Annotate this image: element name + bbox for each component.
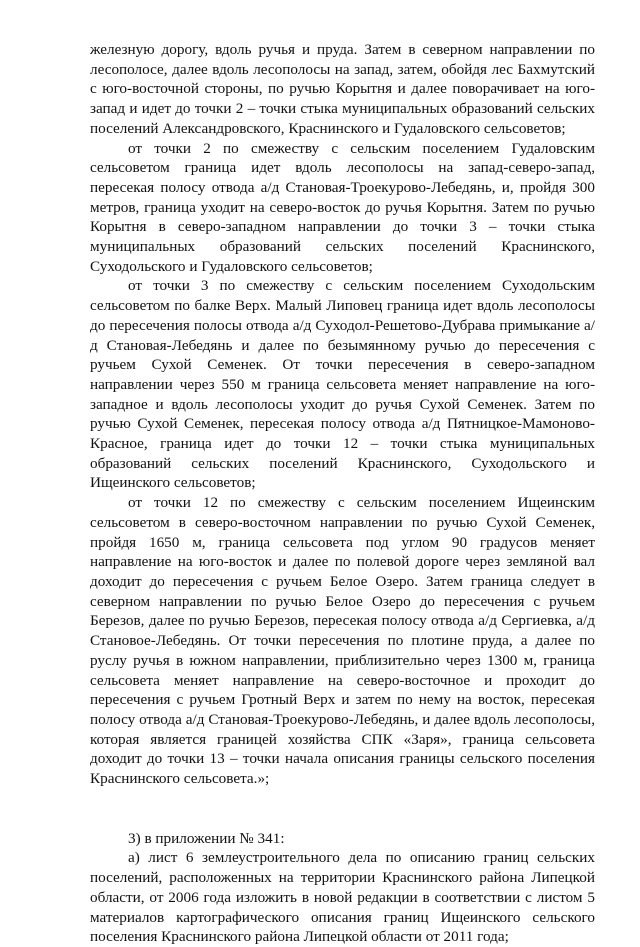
paragraph-continuation: железную дорогу, вдоль ручья и пруда. Затем в северном направлении по лесополосе, далее вдоль лесополосы на запад, затем, обойдя лес Бахмутский с юго-восточной стороны, по ручью Корытня и далее поворачивает на юго-запад и идет до точки 2 – точки стыка муниципальных образований сельских поселений Александровского, Краснинского и Гудаловского сельсоветов; (90, 41, 595, 137)
paragraph-point-2: от точки 2 по смежеству с сельским поселением Гудаловским сельсоветом граница идет вдоль лесополосы на запад-северо-запад, пересекая полосу отвода а/д Становая-Троекурово-Лебедянь, и, пройдя 300 метров, граница уходит на северо-восток до ручья Корытня. Затем по ручью Корытня в северо-западном направлении до точки 3 – точки стыка муниципальных образований сельских поселений Краснинского, Суходольского и Гудаловского сельсоветов; (90, 139, 595, 275)
paragraph-appendix-341: 3) в приложении № 341: (128, 829, 285, 847)
paragraph-gap (90, 789, 595, 829)
paragraph-point-3: от точки 3 по смежеству с сельским поселением Суходольским сельсоветом по балке Верх. Малый Липовец граница идет вдоль лесополосы до пересечения полосы отвода а/д Суходол-Решетово-Дубрава примыкание а/д Становая-Лебедянь и далее по безымянному ручью до пересечения с ручьем Сухой Семенек. От точки пересечения в северо-западном направлении через 550 м граница сельсовета меняет направление на юго-западное и вдоль лесополосы уходит до ручья Сухой Семенек. Затем по ручью Сухой Семенек, пересекая полосу отвода а/д Пятницкое-Мамоново-Красное, граница идет до точки 12 – точки стыка муниципальных образований сельских поселений Краснинского, Суходольского и Ищеинского сельсоветов; (90, 277, 595, 492)
paragraph-item-a: а) лист 6 землеустроительного дела по описанию границ сельских поселений, расположенных на территории Краснинского района Липецкой области, от 2006 года изложить в новой редакции в соответствии с листом 5 материалов картографического описания границ Ищеинского сельского поселения Краснинского района Липецкой области от 2011 года; (90, 849, 595, 946)
paragraph-point-12: от точки 12 по смежеству с сельским поселением Ищеинским сельсоветом в северо-восточном направлении по ручью Сухой Семенек, пройдя 1650 м, граница сельсовета под углом 90 градусов меняет направление на юго-восток и далее по полевой дороге через земляной вал доходит до пересечения с ручьем Белое Озеро. Затем граница следует в северном направлении по ручью Белое Озеро до пересечения с ручьем Березов, далее по ручью Березов, пересекая полосу отвода а/д Сергиевка, а/д Становое-Лебедянь. От точки пересечения по плотине пруда, а далее по руслу ручья в южном направлении, приблизительно через 1300 м, граница сельсовета меняет направление на северо-восточное и проходит до пересечения с ручьем Гротный Верх и затем по нему на восток, пересекая полосу отвода а/д Становая-Троекурово-Лебедянь, и далее вдоль лесополосы, которая является границей хозяйства СПК «Заря», граница сельсовета доходит до точки 13 – точки начала описания границы сельского поселения Краснинского сельсовета.»; (90, 494, 595, 788)
document-page (90, 40, 595, 947)
